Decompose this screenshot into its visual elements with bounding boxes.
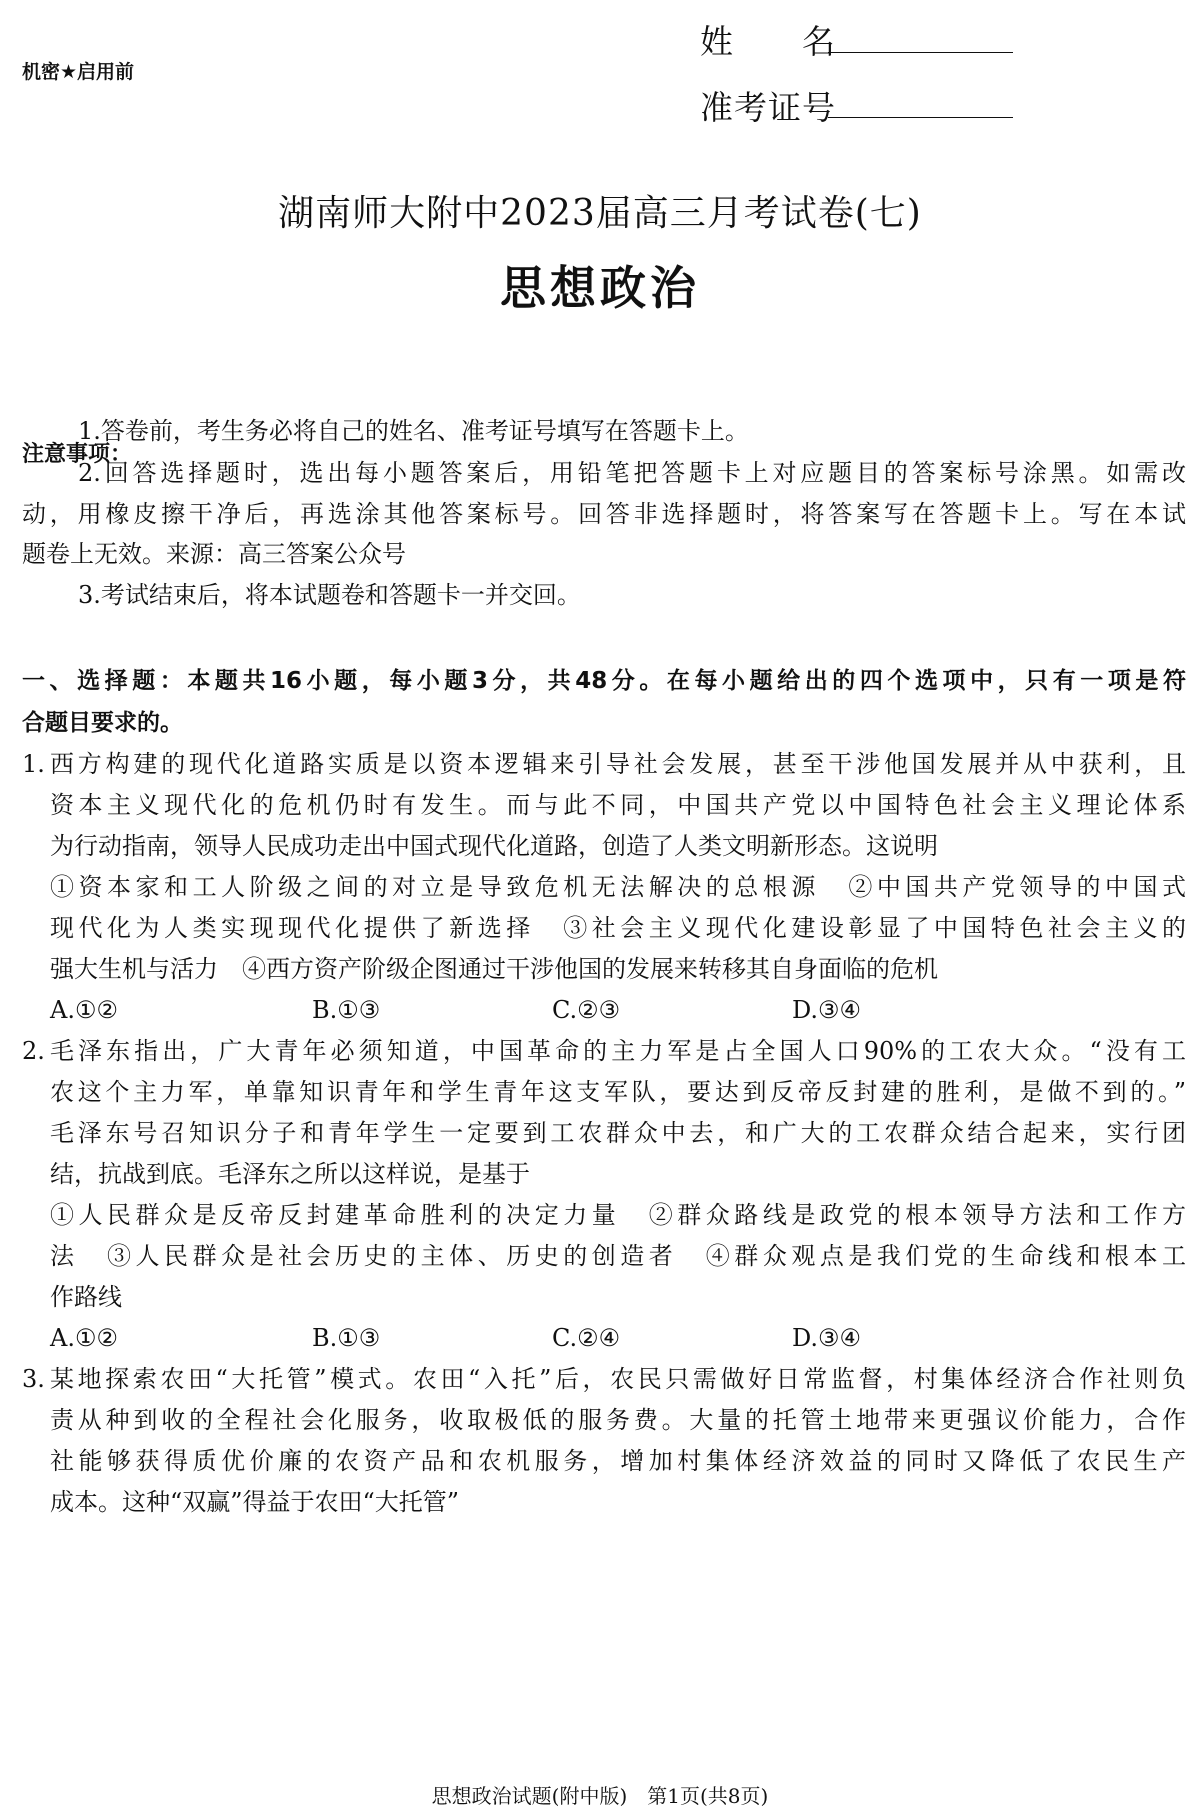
question-text: 资本主义现代化的危机仍时有发生。而与此不同，中国共产党以中国特色社会主义理论体系 [50,791,1186,819]
question-text: 某地探索农田“大托管”模式。农田“入托”后，农民只需做好日常监督，村集体经济合作社则负 [50,1365,1186,1393]
question-text: 结，抗战到底。毛泽东之所以这样说，是基于 [50,1160,530,1188]
question-text: 毛泽东指出，广大青年必须知道，中国革命的主力军是占全国人口90%的工农大众。“没有工 [50,1037,1186,1065]
question-choice-text: 作路线 [50,1283,122,1311]
notes-line: 3.考试结束后，将本试题卷和答题卡一并交回。 [78,581,581,609]
option-d[interactable]: D.③④ [792,996,862,1024]
question-text: 责从种到收的全程社会化服务，收取极低的服务费。大量的托管土地带来更强议价能力，合作 [50,1406,1186,1434]
question-choice-text: 强大生机与活力 ④西方资产阶级企图通过干涉他国的发展来转移其自身面临的危机 [50,955,938,983]
question-number: 2. [22,1037,45,1065]
name-field[interactable] [828,52,1013,53]
option-b[interactable]: B.①③ [312,996,381,1024]
option-a[interactable]: A.①② [50,1324,118,1352]
exam-title: 湖南师大附中2023届高三月考试卷(七) [278,193,922,234]
option-a[interactable]: A.①② [50,996,118,1024]
option-c[interactable]: C.②③ [552,996,621,1024]
question-text: 农这个主力军，单靠知识青年和学生青年这支军队，要达到反帝反封建的胜利，是做不到的。” [50,1078,1186,1106]
section-heading: 一、选择题：本题共16小题，每小题3分，共48分。在每小题给出的四个选项中，只有一项是符 [22,668,1186,694]
notes-line: 题卷上无效。来源：高三答案公众号 [22,540,406,568]
question-text: 社能够获得质优价廉的农资产品和农机服务，增加村集体经济效益的同时又降低了农民生产 [50,1447,1186,1475]
subject-title: 思想政治 [500,261,700,315]
notes-line: 2.回答选择题时，选出每小题答案后，用铅笔把答题卡上对应题目的答案标号涂黑。如需改 [78,459,1186,487]
option-d[interactable]: D.③④ [792,1324,862,1352]
option-b[interactable]: B.①③ [312,1324,381,1352]
question-choice-text: 现代化为人类实现现代化提供了新选择 ③社会主义现代化建设彰显了中国特色社会主义的 [50,914,1186,942]
page-footer: 思想政治试题(附中版) 第1页(共8页) [431,1784,769,1808]
question-choice-text: ①资本家和工人阶级之间的对立是导致危机无法解决的总根源 ②中国共产党领导的中国式 [50,873,1186,901]
notes-heading: 注意事项： [22,442,133,467]
question-text: 成本。这种“双赢”得益于农田“大托管” [50,1488,460,1516]
id-field[interactable] [828,117,1013,118]
question-text: 为行动指南，领导人民成功走出中国式现代化道路，创造了人类文明新形态。这说明 [50,832,938,860]
question-text: 毛泽东号召知识分子和青年学生一定要到工农群众中去，和广大的工农群众结合起来，实行团 [50,1119,1186,1147]
question-text: 西方构建的现代化道路实质是以资本逻辑来引导社会发展，甚至干涉他国发展并从中获利，且 [50,750,1186,778]
option-c[interactable]: C.②④ [552,1324,621,1352]
id-label: 准考证号 [700,88,836,127]
notes-line: 动，用橡皮擦干净后，再选涂其他答案标号。回答非选择题时，将答案写在答题卡上。写在本试 [22,500,1186,528]
section-heading: 合题目要求的。 [22,710,183,736]
notes-line: 1.答卷前，考生务必将自己的姓名、准考证号填写在答题卡上。 [78,417,749,445]
question-number: 3. [22,1365,45,1393]
confidential-label: 机密★启用前 [22,61,135,83]
name-label: 姓 名 [700,22,836,61]
question-number: 1. [22,750,45,778]
question-choice-text: ①人民群众是反帝反封建革命胜利的决定力量 ②群众路线是政党的根本领导方法和工作方 [50,1201,1186,1229]
question-choice-text: 法 ③人民群众是社会历史的主体、历史的创造者 ④群众观点是我们党的生命线和根本工 [50,1242,1186,1270]
